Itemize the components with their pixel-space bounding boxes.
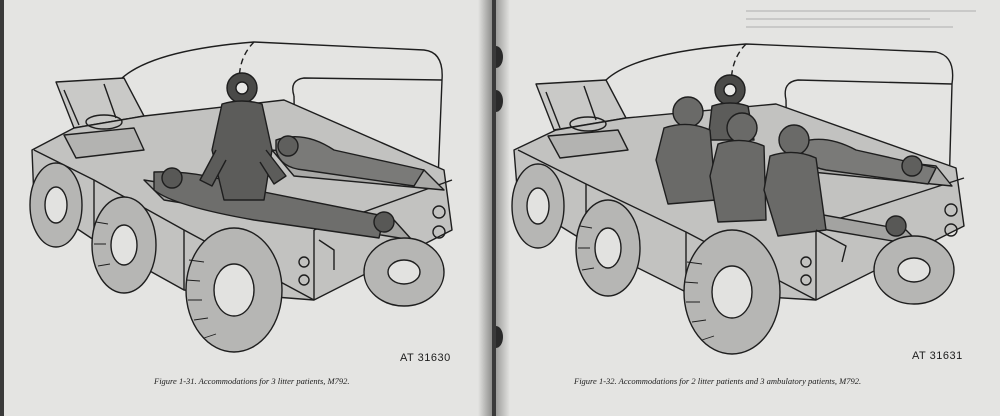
figure-code: AT 31631: [912, 350, 963, 362]
right-page: [496, 0, 1000, 416]
figure-caption: Figure 1-32. Accommodations for 2 litter patients and 3 ambulatory patients, M792.: [574, 376, 862, 386]
figure-code: AT 31630: [400, 352, 451, 364]
figure-caption: Figure 1-31. Accommodations for 3 litter patients, M792.: [154, 376, 350, 386]
left-page: [4, 0, 492, 416]
